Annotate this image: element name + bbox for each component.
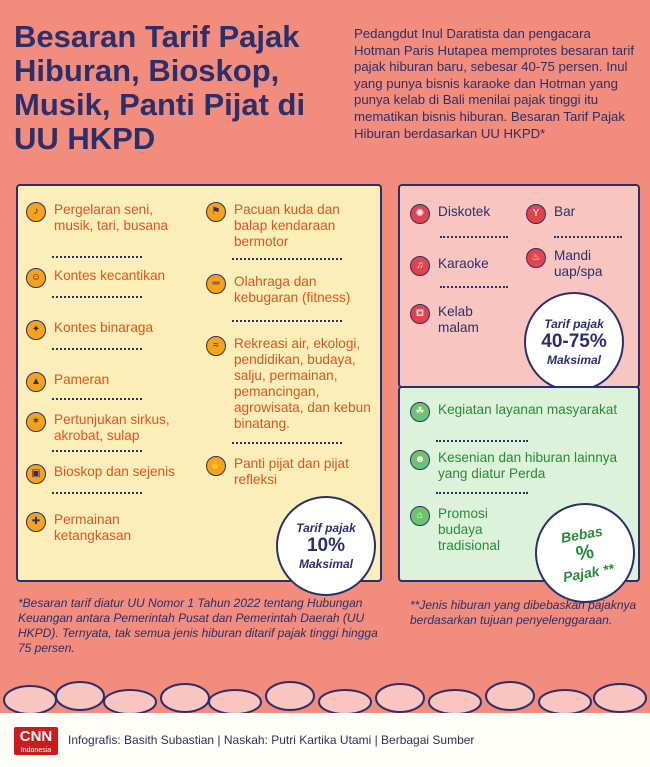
race-flag-icon: ⚑ — [206, 202, 226, 222]
list-item: ⌂ Promosi budaya tradisional — [410, 506, 530, 554]
coins-decoration — [0, 660, 650, 716]
footnote-2: **Jenis hiburan yang dibebaskan pajaknya berdasarkan tujuan penyelenggaraan. — [410, 598, 637, 627]
list-item: ▣ Bioskop dan sejenis — [26, 464, 196, 484]
swimmer-icon: ≈ — [206, 336, 226, 356]
footnote-1: *Besaran tarif diatur UU Nomor 1 Tahun 2022 tentang Hubungan Keuangan antara Pemerintah Pusat dan Pemerintah Daerah (UU HKPD). Ternyata, tak semua jenis hiburan ditarif pajak tinggi hingga 75 persen. — [18, 596, 378, 655]
cheers-icon: ⛾ — [410, 304, 430, 324]
microphone-icon: ♫ — [410, 256, 430, 276]
list-item: ✋ Panti pijat dan pijat refleksi — [206, 456, 371, 488]
list-item: ▲ Pameran — [26, 372, 186, 392]
tax-10-badge: Tarif pajak 10% Maksimal — [276, 496, 376, 596]
list-item: ═ Olahraga dan kebugaran (fitness) — [206, 274, 371, 306]
list-item: ✺ Diskotek — [410, 204, 510, 224]
cnn-logo: CNN Indonesia — [14, 727, 58, 755]
disco-ball-icon: ✺ — [410, 204, 430, 224]
list-item: ☺ Kontes kecantikan — [26, 268, 186, 288]
list-item: ⚑ Pacuan kuda dan balap kendaraan bermotor — [206, 202, 371, 250]
tax-75-badge: Tarif pajak 40-75% Maksimal — [524, 292, 624, 392]
puzzle-icon: ✚ — [26, 512, 46, 532]
list-item: ⛾ Kelab malam — [410, 304, 510, 336]
performer-icon: ♪ — [26, 202, 46, 222]
acrobat-icon: ✶ — [26, 412, 46, 432]
community-icon: ☘ — [410, 402, 430, 422]
popcorn-icon: ▣ — [26, 464, 46, 484]
mask-icon: ☻ — [410, 450, 430, 470]
traditional-house-icon: ⌂ — [410, 506, 430, 526]
wine-glass-icon: Y — [526, 204, 546, 224]
list-item: ☘ Kegiatan layanan masyarakat — [410, 402, 620, 422]
bodybuilder-icon: ✦ — [26, 320, 46, 340]
list-item: ♪ Pergelaran seni, musik, tari, busana — [26, 202, 186, 234]
list-item: ✚ Permainan ketangkasan — [26, 512, 196, 544]
list-item: ☻ Kesenian dan hiburan lainnya yang diatur Perda — [410, 450, 620, 482]
list-item: ✦ Kontes binaraga — [26, 320, 186, 340]
list-item: Y Bar — [526, 204, 626, 224]
exhibition-icon: ▲ — [26, 372, 46, 392]
list-item: ✶ Pertunjukan sirkus, akrobat, sulap — [26, 412, 196, 444]
list-item: ♨ Mandi uap/spa — [526, 248, 626, 280]
list-item: ♫ Karaoke — [410, 256, 520, 276]
massage-icon: ✋ — [206, 456, 226, 476]
spa-icon: ♨ — [526, 248, 546, 268]
tax-free-badge: Bebas % Pajak ** — [527, 495, 643, 611]
page-title: Besaran Tarif Pajak Hiburan, Bioskop, Musik, Panti Pijat di UU HKPD — [14, 19, 306, 156]
intro-paragraph: Pedangdut Inul Daratista dan pengacara Hotman Paris Hutapea memprotes besaran tarif pajak hiburan baru, sebesar 40-75 persen. Inul yang punya bisnis karaoke dan Hotman yang punya kelab di Bali menilai pajak tinggi itu mematikan bisnis hiburan. Besaran Tarif Pajak Hiburan berdasarkan UU HKPD* — [354, 26, 634, 141]
credit-line: Infografis: Basith Subastian | Naskah: Putri Kartika Utami | Berbagai Sumber — [68, 733, 475, 747]
list-item: ≈ Rekreasi air, ekologi, pendidikan, budaya, salju, permainan, pemancingan, agrowisata, dan kebun binatang. — [206, 336, 371, 432]
dumbbell-icon: ═ — [206, 274, 226, 294]
beauty-face-icon: ☺ — [26, 268, 46, 288]
